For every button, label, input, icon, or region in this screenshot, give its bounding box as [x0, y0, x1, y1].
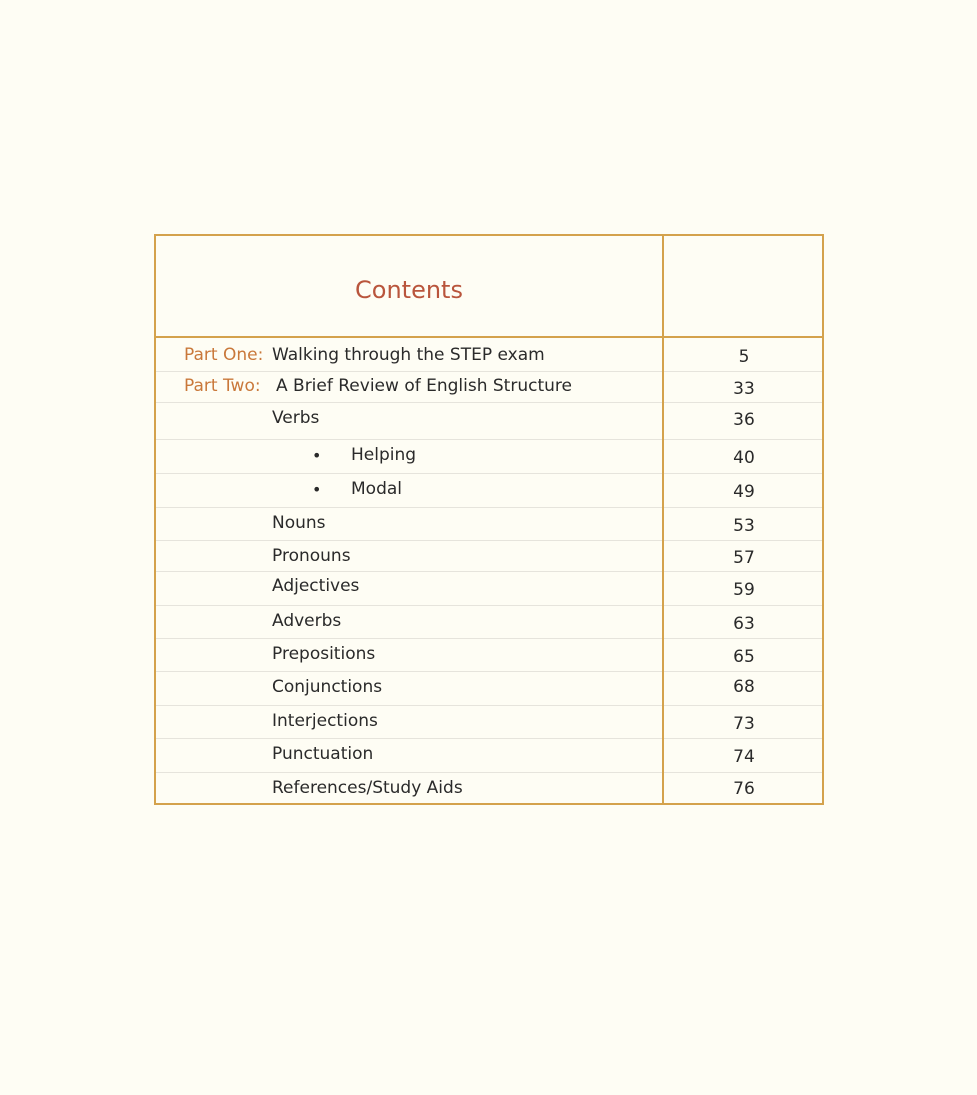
part-prefix: Part One:	[184, 345, 264, 365]
toc-row[interactable]	[156, 507, 822, 540]
toc-row[interactable]	[156, 705, 822, 738]
contents-title: Contents	[355, 276, 463, 304]
entry-page: 33	[733, 379, 755, 399]
entry-page: 5	[738, 347, 750, 367]
toc-row[interactable]	[156, 571, 822, 605]
toc-row[interactable]	[156, 772, 822, 803]
contents-header	[156, 236, 822, 338]
toc-row[interactable]	[156, 439, 822, 473]
entry-page: 74	[733, 747, 755, 767]
part-prefix: Part Two:	[184, 376, 261, 396]
entry-label: Punctuation	[272, 744, 374, 764]
toc-row[interactable]	[156, 738, 822, 772]
toc-row[interactable]	[156, 402, 822, 439]
entry-page: 76	[733, 779, 755, 799]
entry-label: Interjections	[272, 711, 378, 731]
entry-label: References/Study Aids	[272, 778, 463, 798]
entry-label: Verbs	[272, 408, 320, 428]
contents-table	[154, 234, 824, 805]
entry-page: 59	[733, 580, 755, 600]
toc-row[interactable]	[156, 473, 822, 507]
entry-page: 36	[733, 410, 755, 430]
entry-page: 73	[733, 714, 755, 734]
toc-row[interactable]	[156, 605, 822, 638]
bullet-icon: •	[312, 446, 322, 465]
toc-row[interactable]	[156, 371, 822, 402]
entry-page: 40	[733, 448, 755, 468]
column-divider	[662, 236, 664, 803]
entry-label: Adjectives	[272, 576, 360, 596]
entry-label: Modal	[351, 479, 402, 499]
entry-label: A Brief Review of English Structure	[276, 376, 572, 396]
entry-label: Nouns	[272, 513, 326, 533]
entry-label: Walking through the STEP exam	[272, 345, 545, 365]
entry-label: Prepositions	[272, 644, 376, 664]
entry-label: Conjunctions	[272, 677, 383, 697]
entry-page: 53	[733, 516, 755, 536]
entry-page: 57	[733, 548, 755, 568]
toc-row[interactable]	[156, 671, 822, 705]
entry-page: 63	[733, 614, 755, 634]
entry-page: 65	[733, 647, 755, 667]
entry-page: 49	[733, 482, 755, 502]
toc-row[interactable]	[156, 339, 822, 372]
toc-row[interactable]	[156, 540, 822, 571]
entry-label: Helping	[351, 445, 417, 465]
entry-label: Adverbs	[272, 611, 342, 631]
entry-label: Pronouns	[272, 546, 351, 566]
entry-page: 68	[733, 677, 755, 697]
toc-row[interactable]	[156, 638, 822, 671]
bullet-icon: •	[312, 480, 322, 499]
